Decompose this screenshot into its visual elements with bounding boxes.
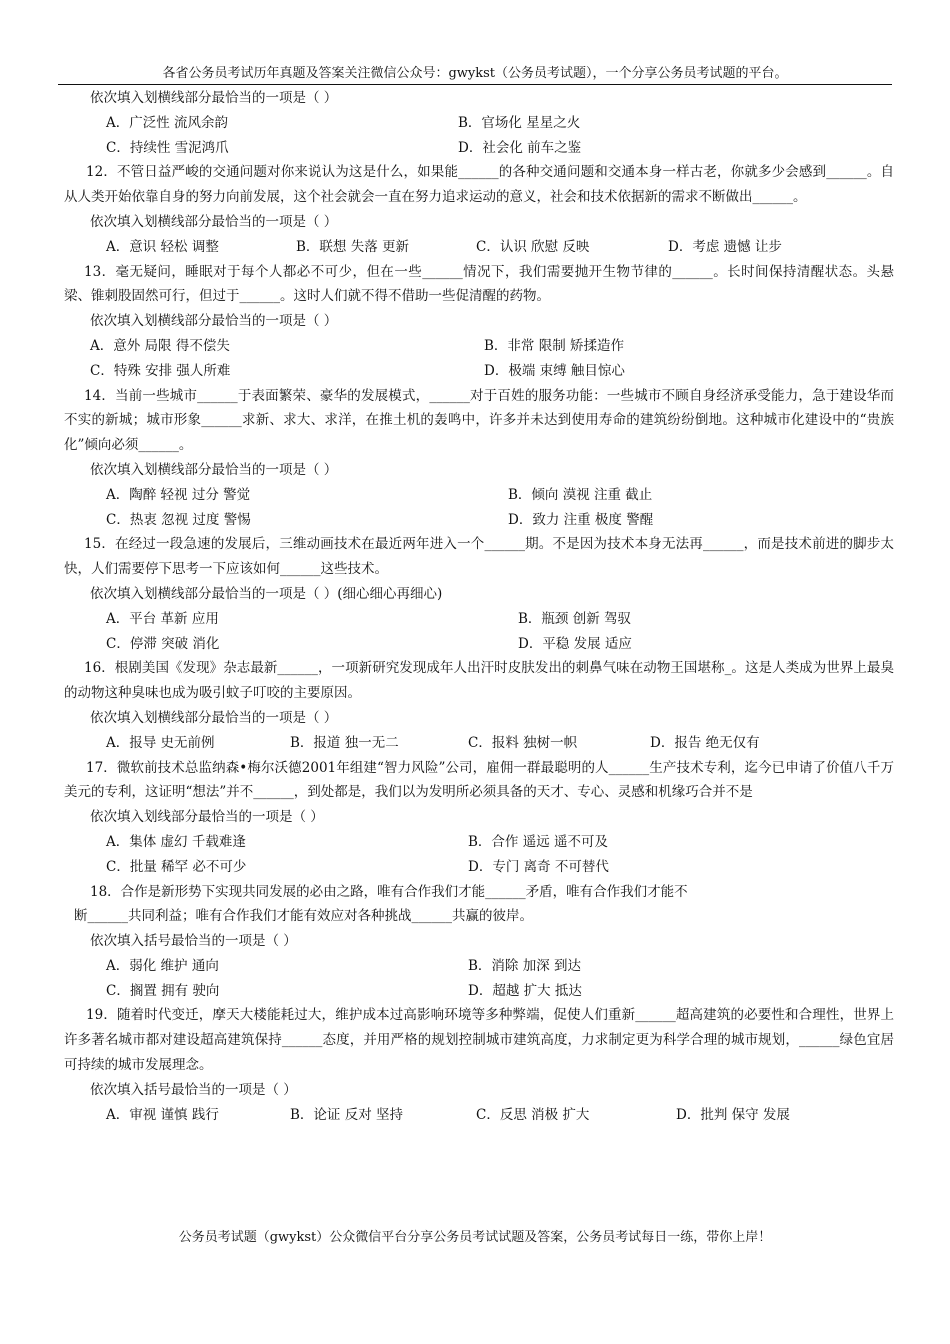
q15-prompt: 依次填入划横线部分最恰当的一项是（ ）(细心细心再细心)	[90, 585, 443, 602]
q11-options-row1	[84, 111, 894, 136]
q17-option-c: C．批量 稀罕 必不可少	[106, 858, 247, 875]
q18-option-a: A．弱化 维护 通向	[106, 957, 219, 974]
q12-option-d: D．考虑 遗憾 让步	[668, 238, 782, 255]
q15-text: 15．在经过一段急速的发展后，三维动画技术在最近两年进入一个______期。不是因为技术本身无法再______，而是技术前进的脚步太快，人们需要停下思考一下应该如何______这些技术。	[64, 536, 894, 578]
q17-options-row1	[84, 830, 894, 855]
q12-options	[84, 235, 894, 260]
q18-text-line1: 18．合作是新形势下实现共同发展的必由之路，唯有合作我们才能______矛盾，唯有合作我们才能不	[90, 883, 688, 900]
header-divider	[58, 84, 892, 85]
q16-option-c: C．报料 独树一帜	[468, 734, 578, 751]
q14-option-a: A．陶醉 轻视 过分 警觉	[106, 486, 251, 503]
q13-option-a: A．意外 局限 得不偿失	[90, 337, 230, 354]
q13-options-row2	[84, 359, 894, 384]
q16-option-d: D．报告 绝无仅有	[650, 734, 760, 751]
q19-option-b: B．论证 反对 坚持	[290, 1106, 404, 1123]
q18-option-c: C．搁置 拥有 驶向	[106, 982, 220, 999]
q13-option-c: C．特殊 安排 强人所难	[90, 362, 231, 379]
q13-text: 13．毫无疑问，睡眠对于每个人都必不可少，但在一些______情况下，我们需要抛开生物节律的______。长时间保持清醒状态。头悬梁、锥刺股固然可行，但过于______。这时人们就不得不借助一些促清醒的药物。	[64, 263, 894, 305]
q16-option-b: B．报道 独一无二	[290, 734, 399, 751]
q18-prompt: 依次填入括号最恰当的一项是（ ）	[90, 933, 297, 950]
q13-option-d: D．极端 束缚 触目惊心	[484, 362, 625, 379]
question-content	[64, 86, 894, 1127]
q19-text: 19．随着时代变迁，摩天大楼能耗过大，维护成本过高影响环境等多种弊端，促使人们重新______超高建筑的必要性和合理性，世界上许多著名城市都对建设超高建筑保持______态度，并用严格的规划控制城市建筑高度，力求制定更为科学合理的城市规划，______绿色宜居可持续的城市发展理念。	[64, 1007, 894, 1074]
page-header: 各省公务员考试历年真题及答案关注微信公众号：gwykst（公务员考试题），一个分享公务员考试题的平台。	[162, 66, 788, 81]
q18-option-b: B．消除 加深 到达	[468, 957, 582, 974]
q16-text: 16．根剧美国《发现》杂志最新______，一项新研究发现成年人出汗时皮肤发出的刺鼻气味在动物王国堪称_。这是人类成为世界上最臭的动物这种臭味也成为吸引蚊子叮咬的主要原因。	[64, 660, 894, 702]
q11-option-a: A．广泛性 流风余韵	[106, 114, 229, 131]
q14-text: 14．当前一些城市______于表面繁荣、豪华的发展模式，______对于百姓的服务功能：一些城市不顾自身经济承受能力，急于建设华而不实的新城；城市形象______求新、求大、求洋，在推土机的轰鸣中，许多并未达到使用寿命的建筑纷纷倒地。这种城市化建设中的“贵族化”倾向必须______。	[64, 387, 894, 454]
q16-prompt: 依次填入划横线部分最恰当的一项是（ ）	[90, 709, 338, 726]
q19-option-c: C．反思 消极 扩大	[476, 1106, 590, 1123]
q11-options-row2	[84, 136, 894, 161]
q17-option-a: A．集体 虚幻 千载难逢	[106, 833, 246, 850]
q11-option-c: C．持续性 雪泥鸿爪	[106, 139, 229, 156]
q17-text: 17．微软前技术总监纳森•梅尔沃德2001年组建“智力风险”公司，雇佣一群最聪明的人______生产技术专利，迄今已申请了价值八千万美元的专利，这证明“想法”并不______，到处都是，我们以为发明所必须具备的天才、专心、灵感和机缘巧合并不是	[64, 759, 894, 801]
q14-option-c: C．热衷 忽视 过度 警惕	[106, 511, 251, 528]
q14-options-row2	[84, 508, 894, 533]
q12-option-a: A．意识 轻松 调整	[106, 238, 219, 255]
q14-prompt: 依次填入划横线部分最恰当的一项是（ ）	[90, 461, 338, 478]
q11-option-d: D．社会化 前车之鉴	[458, 139, 582, 156]
q18-options-row1	[84, 954, 894, 979]
q12-prompt: 依次填入划横线部分最恰当的一项是（ ）	[90, 213, 338, 230]
q14-option-d: D．致力 注重 极度 警醒	[508, 511, 654, 528]
q15-option-b: B．瓶颈 创新 驾驭	[518, 610, 632, 627]
q19-prompt: 依次填入括号最恰当的一项是（ ）	[90, 1081, 297, 1098]
q12-option-b: B．联想 失落 更新	[296, 238, 410, 255]
page-footer: 公务员考试题（gwykst）公众微信平台分享公务员考试试题及答案，公务员考试每日一练，带你上岸！	[178, 1230, 772, 1245]
q19-option-d: D．批判 保守 发展	[676, 1106, 790, 1123]
q17-prompt: 依次填入划线部分最恰当的一项是（ ）	[90, 809, 324, 826]
q15-option-c: C．停滞 突破 消化	[106, 635, 220, 652]
q13-prompt: 依次填入划横线部分最恰当的一项是（ ）	[90, 313, 338, 330]
q18-options-row2	[84, 979, 894, 1004]
q18-text-line2: 断______共同利益；唯有合作我们才能有效应对各种挑战______共赢的彼岸。	[74, 908, 533, 925]
q17-option-d: D．专门 离奇 不可替代	[468, 858, 609, 875]
q15-options-row2	[84, 632, 894, 657]
q19-option-a: A．审视 谨慎 践行	[106, 1106, 219, 1123]
q15-options-row1	[84, 607, 894, 632]
q15-option-d: D．平稳 发展 适应	[518, 635, 632, 652]
q12-text: 12．不管日益严峻的交通问题对你来说认为这是什么，如果能______的各种交通问题和交通本身一样古老，你就多少会感到______。自从人类开始依靠自身的努力向前发展，这个社会就会一直在努力追求运动的意义，社会和技术依据新的需求不断做出______。	[64, 164, 894, 206]
q17-options-row2	[84, 855, 894, 880]
q13-option-b: B．非常 限制 矫揉造作	[484, 337, 625, 354]
q19-options	[84, 1103, 894, 1128]
q16-option-a: A．报导 史无前例	[106, 734, 215, 751]
q12-option-c: C．认识 欣慰 反映	[476, 238, 590, 255]
q17-option-b: B．合作 遥远 遥不可及	[468, 833, 609, 850]
q11-prompt: 依次填入划横线部分最恰当的一项是（ ）	[90, 90, 338, 106]
q18-option-d: D．超越 扩大 抵达	[468, 982, 582, 999]
q14-options-row1	[84, 483, 894, 508]
q14-option-b: B．倾向 漠视 注重 截止	[508, 486, 653, 503]
q11-option-b: B．官场化 星星之火	[458, 114, 581, 131]
q16-options	[84, 731, 894, 756]
q15-option-a: A．平台 革新 应用	[106, 610, 219, 627]
q13-options-row1	[84, 334, 894, 359]
